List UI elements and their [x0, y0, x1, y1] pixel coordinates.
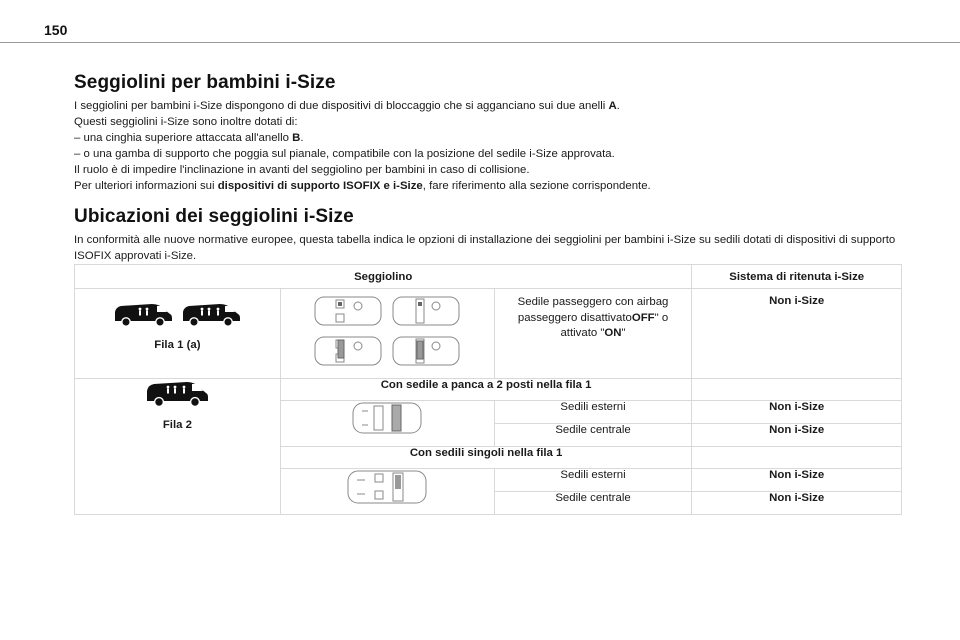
paragraph-reference: Per ulteriori informazioni sui dispositivi di supporto ISOFIX e i-Size, fare riferimento alla sezione corrispondente.	[74, 179, 651, 192]
paragraph-equipment: Questi seggiolini i-Size sono inoltre dotati di:	[74, 115, 298, 128]
empty-cell	[692, 447, 902, 469]
bench-center-status: Non i-Size	[692, 424, 902, 447]
list-item-top-tether: – una cinghia superiore attaccata all'anello B.	[74, 131, 304, 144]
list-item-support-leg: – o una gamba di supporto che poggia sul pianale, compatibile con la posizione del sedile i-Size approvata.	[74, 147, 615, 160]
row1-desc-line2: passeggero disattivatoOFF" o	[517, 311, 669, 324]
table-header-row	[75, 265, 902, 289]
paragraph-intro: In conformità alle nuove normative europee, questa tabella indica le opzioni di installazione dei seggiolini per bambini i-Size su sedili dotati di dispositivi di supporto ISOFIX approvati i-Size.	[74, 234, 896, 263]
seat-layout-diagram-icon	[352, 401, 422, 435]
row1-diagram-cell	[280, 289, 494, 379]
bench-title: Con sedile a panca a 2 posti nella fila 1	[280, 379, 692, 401]
section-title-locations: Ubicazioni dei seggiolini i-Size	[74, 206, 354, 228]
seat-layout-diagram-icon	[314, 295, 382, 327]
row1-label: Fila 1 (a)	[154, 339, 201, 351]
single-center-status: Non i-Size	[692, 492, 902, 515]
table-row	[75, 289, 902, 379]
van-silhouette-icon	[112, 301, 174, 327]
page-number: 150	[44, 22, 68, 38]
row1-desc-line3: attivato "ON"	[560, 327, 626, 340]
seat-layout-diagram-icon	[392, 335, 460, 367]
row2-label-cell	[75, 379, 281, 515]
row1-label-cell	[75, 289, 281, 379]
single-title: Con sedili singoli nella fila 1	[280, 447, 692, 469]
van-silhouette-icon	[144, 379, 210, 407]
main-content	[74, 72, 902, 265]
row1-description-cell	[494, 289, 692, 379]
isize-locations-table	[74, 264, 902, 515]
van-silhouette-icon	[180, 301, 242, 327]
seat-layout-diagram-icon	[314, 335, 382, 367]
single-outer-status: Non i-Size	[692, 469, 902, 492]
section-title-isize-seats: Seggiolini per bambini i-Size	[74, 72, 336, 93]
header-rule	[0, 42, 960, 43]
paragraph-anchors: I seggiolini per bambini i-Size dispongono di due dispositivi di bloccaggio che si agganciano sui due anelli A.	[74, 100, 620, 112]
single-diagram-cell	[280, 469, 494, 515]
empty-cell	[692, 379, 902, 401]
bench-outer: Sedili esterni	[494, 401, 692, 424]
row2-label: Fila 2	[162, 419, 192, 431]
seat-layout-diagram-icon	[392, 295, 460, 327]
bench-diagram-cell	[280, 401, 494, 447]
header-system: Sistema di ritenuta i-Size	[692, 265, 902, 289]
row1-status: Non i-Size	[769, 295, 825, 307]
row1-desc-line1: Sedile passeggero con airbag	[517, 296, 669, 308]
single-outer: Sedili esterni	[494, 469, 692, 492]
table-row	[75, 379, 902, 401]
header-seat: Seggiolino	[75, 265, 692, 289]
bench-outer-status: Non i-Size	[692, 401, 902, 424]
bench-center: Sedile centrale	[494, 424, 692, 447]
row1-status-cell	[692, 289, 902, 379]
paragraph-purpose: Il ruolo è di impedire l'inclinazione in avanti del seggiolino per bambini in caso di collisione.	[74, 163, 530, 176]
seat-layout-diagram-icon	[347, 469, 427, 505]
single-center: Sedile centrale	[494, 492, 692, 515]
